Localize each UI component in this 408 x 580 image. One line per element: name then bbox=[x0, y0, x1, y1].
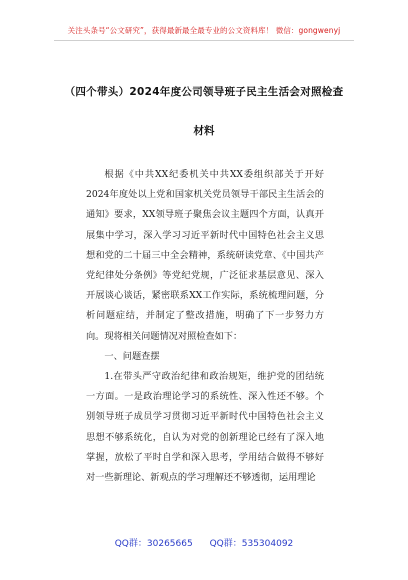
footer-qq-group-2: QQ群：535304092 bbox=[209, 539, 294, 549]
document-subtitle: 材料 bbox=[193, 125, 215, 137]
footer-qq-group-1: QQ群：30265665 bbox=[114, 539, 193, 549]
document-title: （四个带头）2024年度公司领导班子民主生活会对照检查 bbox=[64, 86, 344, 98]
footer-contacts bbox=[0, 536, 408, 549]
section-heading: 一、问题查摆 bbox=[104, 350, 160, 362]
header-divider bbox=[54, 40, 354, 41]
paragraph-intro: 根据《中共XX纪委机关中共XX委组织部关于开好2024年度处以上党和国家机关党员领导干部民主生活会的通知》要求，XX领导班子聚焦会议主题四个方面，认真开展集中学习，深入学习习近平新时代中国特色社会主义思想和党的二十届三中全会精神，系统研读党章、《中国共产党纪律处分条例》等党纪党规，广泛征求基层意见、深入开展谈心谈话，紧密联系XX工作实际，系统梳理问题，分析问题症结，并制定了整改措施，明确了下一步努力方向。现将相关问题情况对照检查如下： bbox=[86, 169, 324, 342]
document-body bbox=[86, 165, 324, 488]
paragraph-item-1: 1.在带头严守政治纪律和政治规矩，维护党的团结统一方面。一是政治理论学习的系统性、深入性还不够。个别领导班子成员学习贯彻习近平新时代中国特色社会主义思想不够系统化，自认为对党的创新理论已经有了深入地掌握，放松了平时自学和深入思考，学用结合做得不够好对一些新理论、新观点的学习理解还不够透彻，运用理论 bbox=[86, 371, 324, 484]
promo-banner: 关注头条号“公文研究”，获得最新最全最专业的公文资料库！ 微信：gongwenyj bbox=[67, 26, 341, 35]
